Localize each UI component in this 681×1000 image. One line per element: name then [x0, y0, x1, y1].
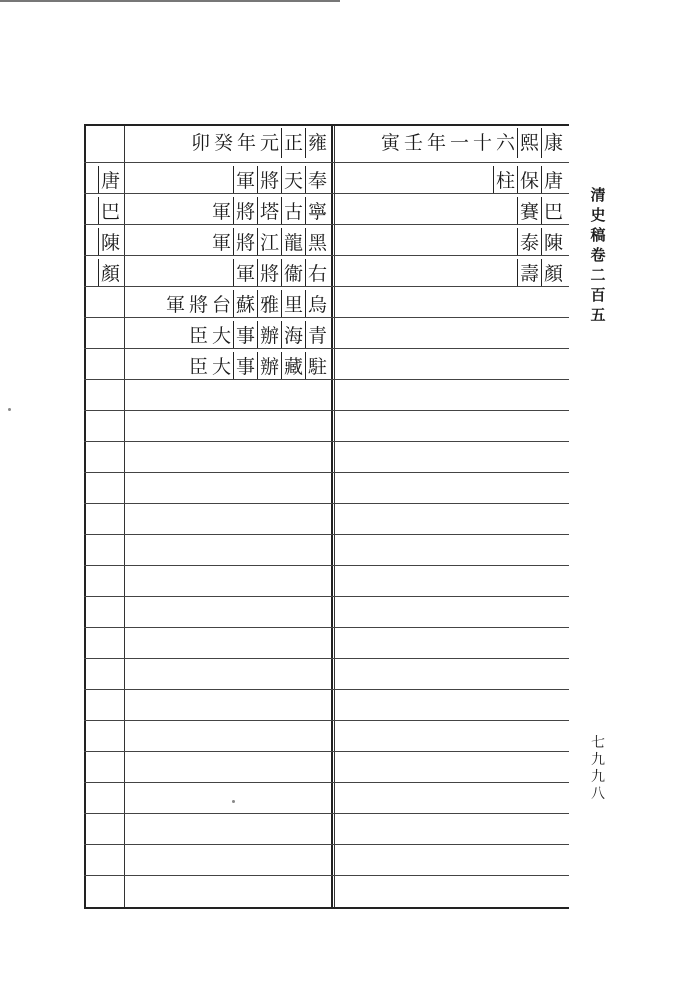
left-col-row-char: 海	[281, 321, 305, 348]
left-col-row-char: 塔	[257, 197, 281, 224]
left-col-row-char: 藏	[281, 352, 305, 379]
right-col-row-char: 保	[517, 166, 541, 193]
left-col-row	[187, 350, 329, 380]
far-left-row	[98, 164, 122, 194]
left-col-row-char: 蘇	[233, 290, 257, 317]
header-left	[189, 128, 329, 158]
row-divider	[84, 875, 569, 876]
far-left-row	[98, 226, 122, 256]
left-col-row-char: 將	[188, 293, 208, 316]
column-divider-2	[331, 124, 333, 909]
left-col-row-char: 江	[257, 228, 281, 255]
right-col-row-char: 顏	[541, 259, 565, 286]
row-divider	[84, 534, 569, 535]
table-left-border	[84, 124, 86, 909]
left-col-row-char: 里	[281, 290, 305, 317]
right-col-row-char: 泰	[517, 228, 541, 255]
left-col-row-char: 將	[233, 228, 257, 255]
row-divider	[84, 658, 569, 659]
column-divider-3	[334, 124, 335, 909]
left-col-row-char: 將	[257, 166, 281, 193]
row-divider	[84, 503, 569, 504]
right-col-row-char: 賽	[517, 197, 541, 224]
left-col-row-char: 軍	[211, 231, 231, 254]
left-col-row-char: 駐	[305, 352, 329, 379]
right-col-row	[517, 257, 565, 287]
left-col-row-char: 事	[233, 321, 257, 348]
left-col-row-char: 寧	[305, 197, 329, 224]
table-bottom-border	[84, 907, 569, 909]
left-col-row-char: 烏	[305, 290, 329, 317]
left-col-row-char: 龍	[281, 228, 305, 255]
row-divider	[84, 472, 569, 473]
left-col-row	[233, 164, 329, 194]
left-col-row-char: 將	[257, 259, 281, 286]
left-col-row-char: 軍	[211, 200, 231, 223]
top-rule	[0, 0, 340, 2]
left-col-row	[210, 195, 329, 225]
row-divider	[84, 565, 569, 566]
left-col-row-char: 辦	[257, 352, 281, 379]
right-col-row-char: 壽	[517, 259, 541, 286]
column-divider-1	[124, 124, 125, 909]
right-col-row	[493, 164, 565, 194]
row-divider	[84, 689, 569, 690]
speck	[8, 408, 11, 411]
left-col-row-char: 臣	[188, 324, 208, 347]
left-col-row-char: 雅	[257, 290, 281, 317]
left-col-row-char: 大	[211, 324, 231, 347]
row-divider	[84, 627, 569, 628]
row-divider	[84, 751, 569, 752]
left-col-row-char: 軍	[233, 259, 257, 286]
table-top-border	[84, 124, 569, 126]
left-col-row-char: 大	[211, 355, 231, 378]
far-left-row-char: 顏	[98, 259, 122, 286]
left-col-row-char: 事	[233, 352, 257, 379]
left-col-row-char: 將	[233, 197, 257, 224]
speck	[232, 800, 235, 803]
side-title: 清 史 稿 卷 二 百 五	[590, 186, 606, 324]
left-col-row-char: 衞	[281, 259, 305, 286]
far-left-row	[98, 257, 122, 287]
left-col-row-char: 辦	[257, 321, 281, 348]
left-col-row-char: 奉	[305, 166, 329, 193]
left-col-row-char: 臣	[188, 355, 208, 378]
header-right-text: 康 熙 六 十 一 年 壬 寅	[379, 128, 565, 158]
row-divider	[84, 844, 569, 845]
right-col-row-char: 巴	[541, 197, 565, 224]
right-col-row	[517, 226, 565, 256]
far-left-row-char: 巴	[98, 197, 122, 224]
header-right	[379, 128, 565, 158]
left-col-row-char: 古	[281, 197, 305, 224]
right-col-row	[517, 195, 565, 225]
left-col-row-char: 軍	[233, 166, 257, 193]
left-col-row	[233, 257, 329, 287]
row-divider	[84, 813, 569, 814]
left-col-row-char: 台	[211, 293, 231, 316]
left-col-row	[210, 226, 329, 256]
row-divider	[84, 596, 569, 597]
left-col-row-char: 右	[305, 259, 329, 286]
left-col-row	[164, 288, 329, 318]
far-left-row-char: 唐	[98, 166, 122, 193]
right-col-row-char: 陳	[541, 228, 565, 255]
far-left-row-char: 陳	[98, 228, 122, 255]
far-left-row	[98, 195, 122, 225]
row-divider	[84, 782, 569, 783]
row-divider	[84, 410, 569, 411]
left-col-row	[187, 319, 329, 349]
left-col-row-char: 軍	[165, 293, 185, 316]
left-col-row-char: 青	[305, 321, 329, 348]
row-divider	[84, 720, 569, 721]
right-col-row-char: 唐	[541, 166, 565, 193]
header-left-text: 雍 正 元 年 癸 卯	[189, 128, 329, 158]
page-number: 七 九 九 八	[591, 735, 605, 802]
right-col-row-char: 柱	[493, 166, 517, 193]
row-divider	[84, 441, 569, 442]
left-col-row-char: 天	[281, 166, 305, 193]
header-divider	[84, 162, 569, 163]
left-col-row-char: 黑	[305, 228, 329, 255]
roster-table	[84, 124, 569, 909]
